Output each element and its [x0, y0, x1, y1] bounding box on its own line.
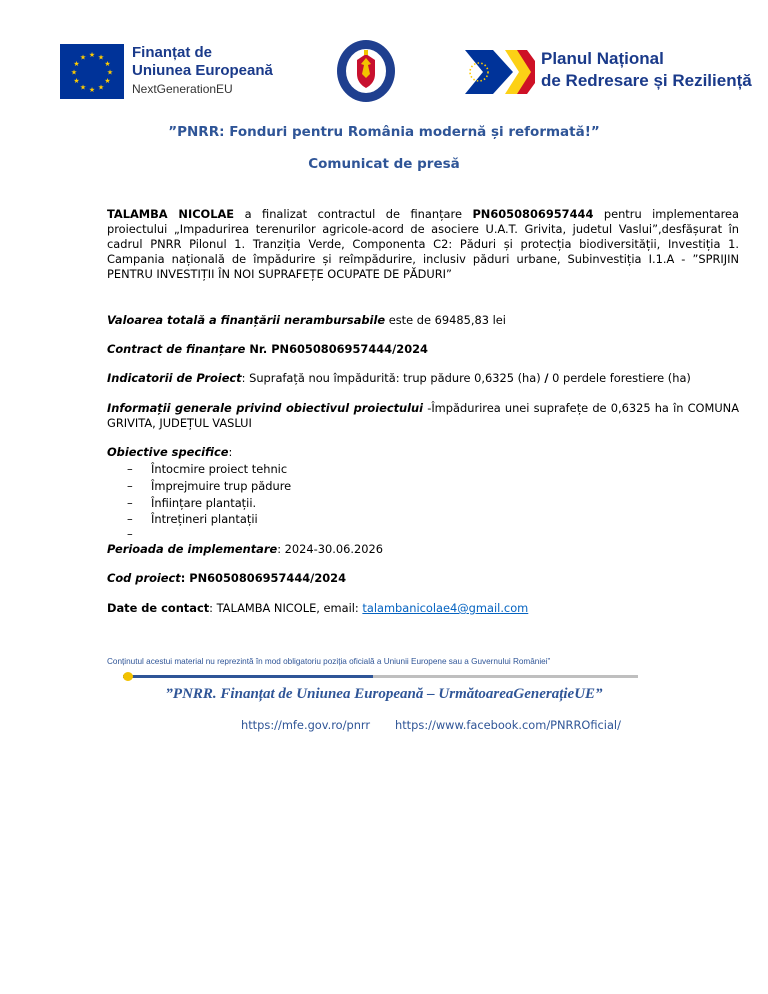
- beneficiary-name: TALAMBA NICOLAE: [107, 207, 235, 221]
- funding-value-text: este de 69485,83 lei: [385, 313, 506, 327]
- contract-number: [107, 342, 739, 357]
- footer-slogan: ”PNRR. Finanțat de Uniunea Europeană – UrmătoareaGenerațieUE”: [165, 686, 603, 702]
- pnrr-logo-line1: Planul Național: [541, 49, 664, 68]
- facebook-link[interactable]: https://www.facebook.com/PNRROficial/: [395, 718, 621, 732]
- list-item: – Înființare plantații.: [127, 495, 257, 510]
- contract-code: PN6050806957444: [472, 207, 594, 221]
- objectives-list: [127, 461, 291, 540]
- svg-text:★: ★: [73, 77, 80, 85]
- romanian-government-seal-icon: [335, 38, 397, 104]
- indicators-text: : Suprafață nou împădurită: trup pădure 0,6325 (ha): [241, 371, 545, 385]
- page-title: Comunicat de presă: [308, 156, 460, 172]
- list-item: – Întocmire proiect tehnic: [127, 462, 288, 476]
- code-label: Cod proiect: [107, 571, 181, 585]
- list-item: – Întrețineri plantații: [127, 512, 258, 527]
- svg-text:★: ★: [79, 53, 87, 62]
- contact-email-link[interactable]: talambanicolae4@gmail.com: [362, 601, 529, 615]
- mfe-link[interactable]: https://mfe.gov.ro/pnrr: [241, 718, 371, 732]
- svg-text:★: ★: [104, 77, 111, 85]
- svg-text:★: ★: [88, 86, 96, 94]
- period-text: : 2024-30.06.2026: [277, 542, 383, 556]
- indicators-slash: /: [544, 371, 549, 385]
- contact-text: : TALAMBA NICOLE, email:: [209, 601, 363, 615]
- implementation-period: [107, 542, 739, 557]
- contact-details: [107, 601, 739, 616]
- general-info-label: Informații generale privind obiectivul proiectului: [107, 401, 424, 415]
- disclaimer-text: Conținutul acestui material nu reprezintă în mod obligatoriu poziția oficială a Uniunii Europene sau a Guvernului României”: [107, 657, 551, 666]
- svg-text:★: ★: [73, 60, 80, 68]
- indicators-text-2: 0 perdele forestiere (ha): [548, 371, 691, 385]
- project-code: [107, 571, 739, 586]
- pnrr-logo: [465, 48, 760, 100]
- list-item: – Împrejmuire trup pădure: [127, 478, 292, 493]
- objectives-colon: :: [228, 445, 233, 459]
- pnrr-logo-line2: de Redresare și Reziliență: [541, 71, 752, 90]
- eu-flag-icon: [60, 44, 124, 99]
- svg-text:★: ★: [79, 83, 87, 92]
- contract-label: Contract de finanțare: [107, 342, 246, 356]
- pnrr-mark-icon: [465, 50, 535, 94]
- objectives-label: Obiective specifice: [107, 445, 229, 459]
- funding-value: [107, 313, 739, 328]
- svg-text:★: ★: [88, 51, 96, 59]
- contact-label: Date de contact: [107, 601, 210, 615]
- general-info-text: -Împădurirea unei suprafețe de 0,6325 ha în COMUNA GRIVITA, JUDEȚUL VASLUI: [107, 401, 739, 430]
- contract-text: Nr. PN6050806957444/2024: [245, 342, 428, 356]
- svg-text:★: ★: [97, 83, 105, 92]
- svg-text:★: ★: [97, 53, 105, 62]
- indicators-label: Indicatorii de Proiect: [107, 371, 242, 385]
- list-item: –: [127, 527, 133, 542]
- eu-logo-line3: NextGenerationEU: [132, 82, 233, 96]
- objectives-heading: [107, 445, 739, 460]
- svg-text:★: ★: [104, 60, 111, 68]
- project-indicators: [107, 371, 739, 386]
- intro-text-2: pentru implementarea proiectului „Impadurirea terenurilor agricole-acord de asociere U.A.T. Grivita, judetul Vaslui”,desfășurat în cadrul PNRR Pilonul 1. Tranziția Verde, Componenta C2: Păduri și protecția biodiversității, Investiția 1. Campania națională de împădurire și reîmpădurire, inclusiv păduri urbane, Subinvestiția I.1.A - ”SPRIJIN PENTRU INVESTIȚII ÎN NOI SUPRAFEȚE OCUPATE DE PĂDURI”: [107, 207, 739, 281]
- eu-funding-logo: [60, 44, 275, 100]
- code-text: : PN6050806957444/2024: [180, 571, 347, 585]
- period-label: Perioada de implementare: [107, 542, 278, 556]
- intro-paragraph: [107, 207, 739, 282]
- footer-divider: [123, 674, 638, 679]
- general-info: [107, 401, 739, 431]
- campaign-slogan: ”PNRR: Fonduri pentru România modernă și reformată!”: [168, 124, 600, 140]
- intro-text-1: a finalizat contractul de finanțare: [234, 207, 473, 221]
- eu-logo-line1: Finanțat de: [132, 44, 213, 61]
- svg-text:★: ★: [70, 68, 78, 77]
- funding-value-label: Valoarea totală a finanțării nerambursabile: [107, 313, 386, 327]
- svg-text:★: ★: [106, 68, 114, 77]
- eu-logo-line2: Uniunea Europeană: [132, 62, 273, 79]
